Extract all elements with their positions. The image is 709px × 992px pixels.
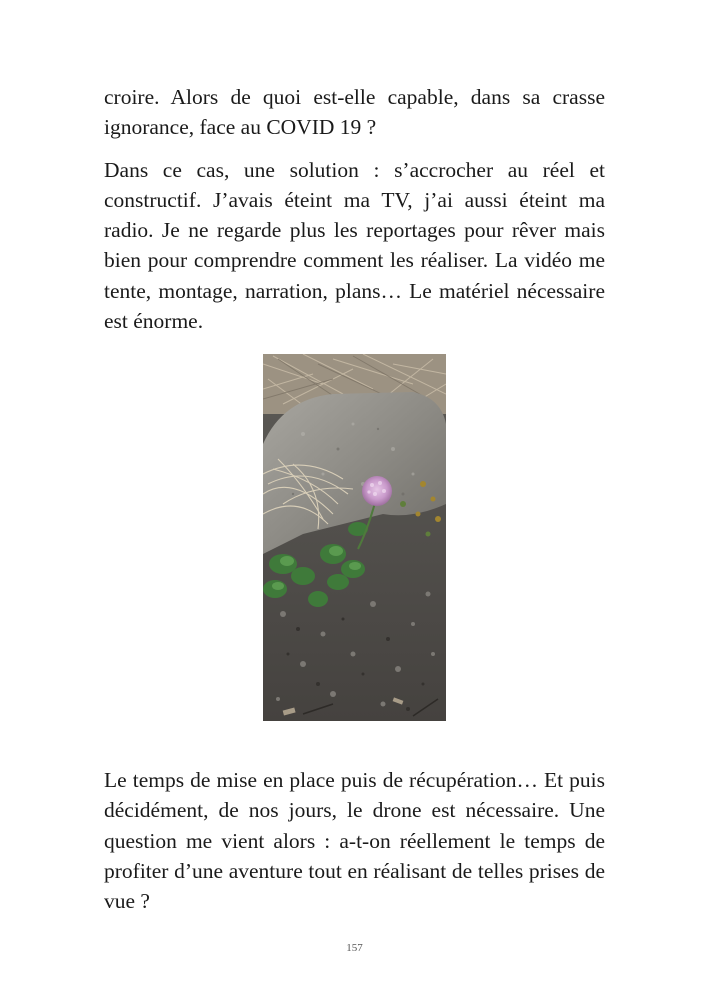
paragraph: Le temps de mise en place puis de récupération… Et puis décidément, de nos jours, le drone est nécessaire. Une question me vient alors : a-t-on réellement le temps de profiter d’une aventure tout en réalisant de telles prises de vue ?	[104, 768, 605, 914]
paragraph: croire. Alors de quoi est-elle capable, dans sa crasse ignorance, face au COVID 19 ?	[104, 85, 605, 140]
text-block-top	[104, 82, 605, 336]
page-number: 157	[346, 942, 363, 954]
clover-flower-photo	[263, 354, 446, 721]
paragraph: Dans ce cas, une solution : s’accrocher au réel et constructif. J’avais éteint ma TV, j’ai aussi éteint ma radio. Je ne regarde plus les reportages pour rêver mais bien pour comprendre comment les réaliser. La vidéo me tente, montage, narration, plans… Le matériel nécessaire est énorme.	[104, 157, 605, 334]
text-block-bottom	[104, 765, 605, 916]
